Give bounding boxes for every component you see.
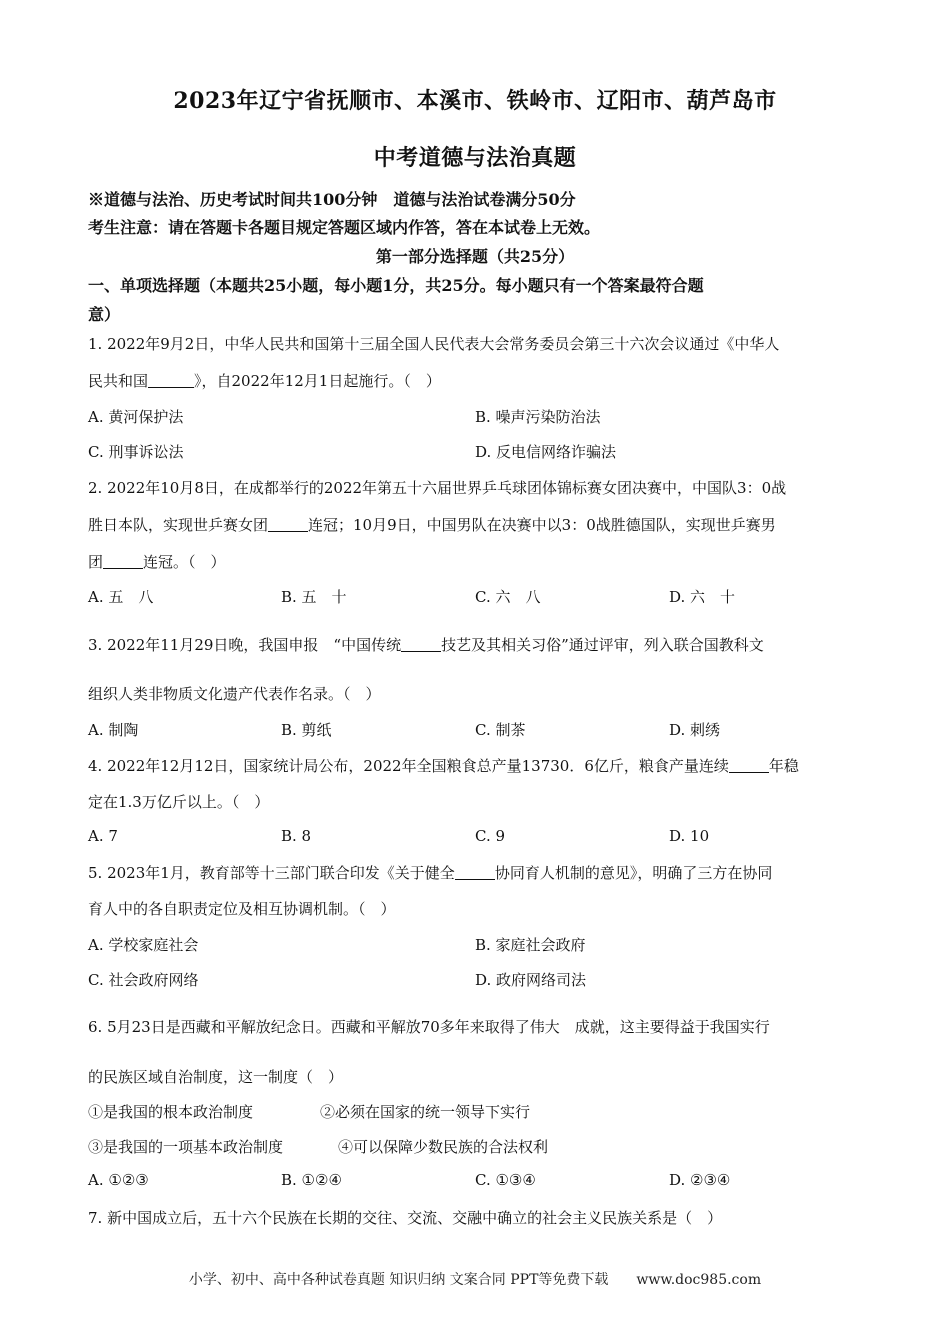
q6-option-c: C. ①③④ [475, 1171, 536, 1189]
q1-option-a: A. 黄河保护法 [88, 408, 184, 426]
question-4-text-cont: 定在1.3万亿斤以上。（ ） [88, 793, 270, 811]
q2-option-b: B. 五 十 [281, 588, 347, 606]
question-2-text: 2. 2022年10月8日，在成都举行的2022年第五十六届世界乒乓球团体锦标赛女团决赛中，中国队3：0战 [88, 479, 787, 497]
q2-option-d: D. 六 十 [669, 588, 736, 606]
q2-option-c: C. 六 八 [475, 588, 541, 606]
section1-heading-cont: 意） [88, 305, 121, 324]
question-1-text-cont: 民共和国 》，自2022年12月1日起施行。（ ） [88, 372, 441, 390]
page-title: 2023年辽宁省抚顺市、本溪市、铁岭市、辽阳市、葫芦岛市 [173, 88, 777, 114]
question-6-text-cont: 的民族区域自治制度，这一制度（ ） [88, 1068, 344, 1086]
question-2-text-cont: 胜日本队，实现世乒赛女团 连冠；10月9日，中国男队在决赛中以3：0战胜德国队，实现世乒赛男 [88, 516, 776, 534]
q6-statement-4: ④可以保障少数民族的合法权利 [338, 1138, 549, 1156]
page-footer: 小学、初中、高中各种试卷真题 知识归纳 文案合同 PPT等免费下载 www.doc985.com [188, 1272, 762, 1288]
q6-statement-1: ①是我国的根本政治制度 [88, 1103, 254, 1121]
question-4-text: 4. 2022年12月12日，国家统计局公布，2022年全国粮食总产量13730．6亿斤，粮食产量连续 年稳 [88, 757, 799, 775]
q5-option-c: C. 社会政府网络 [88, 971, 199, 989]
q5-option-b: B. 家庭社会政府 [475, 936, 586, 954]
section1-heading: 一、单项选择题（本题共25小题，每小题1分，共25分。每小题只有一个答案最符合题 [88, 276, 704, 295]
question-5-text-cont: 育人中的各自职责定位及相互协调机制。（ ） [88, 900, 396, 918]
q3-option-a: A. 制陶 [88, 721, 139, 739]
answer-blank [148, 372, 194, 388]
q4-option-b: B. 8 [281, 827, 312, 845]
attention-note: 考生注意：请在答题卡各题目规定答题区域内作答，答在本试卷上无效。 [88, 218, 601, 237]
answer-blank [103, 553, 143, 569]
question-2-text-cont2: 团 连冠。（ ） [88, 553, 226, 571]
q2-option-a: A. 五 八 [88, 588, 154, 606]
question-7-text: 7. 新中国成立后，五十六个民族在长期的交往、交流、交融中确立的社会主义民族关系是（ ） [88, 1209, 723, 1227]
q6-option-a: A. ①②③ [88, 1171, 149, 1189]
q6-statement-2: ②必须在国家的统一领导下实行 [320, 1103, 531, 1121]
q3-option-b: B. 剪纸 [281, 721, 332, 739]
q6-option-d: D. ②③④ [669, 1171, 731, 1189]
q4-option-c: C. 9 [475, 827, 506, 845]
question-1-text: 1. 2022年9月2日，中华人民共和国第十三届全国人民代表大会常务委员会第三十六次会议通过《中华人 [88, 335, 780, 353]
q1-option-c: C. 刑事诉讼法 [88, 443, 184, 461]
q5-option-d: D. 政府网络司法 [475, 971, 587, 989]
q6-option-b: B. ①②④ [281, 1171, 342, 1189]
answer-blank [401, 636, 441, 652]
question-6-text: 6. 5月23日是西藏和平解放纪念日。西藏和平解放70多年来取得了伟大 成就，这主要得益于我国实行 [88, 1018, 770, 1036]
page-subtitle: 中考道德与法治真题 [373, 145, 577, 171]
answer-blank [729, 757, 769, 773]
answer-blank [268, 516, 308, 532]
question-3-text-cont: 组织人类非物质文化遗产代表作名录。（ ） [88, 685, 381, 703]
question-3-text: 3. 2022年11月29日晚，我国申报 “中国传统 技艺及其相关习俗”通过评审，列入联合国教科文 [88, 636, 764, 654]
answer-blank [455, 864, 495, 880]
part1-heading: 第一部分选择题（共25分） [375, 247, 575, 266]
q3-option-d: D. 刺绣 [669, 721, 721, 739]
exam-time-note: ※道德与法治、历史考试时间共100分钟 道德与法治试卷满分50分 [88, 190, 576, 209]
q6-statement-3: ③是我国的一项基本政治制度 [88, 1138, 284, 1156]
q3-option-c: C. 制茶 [475, 721, 526, 739]
question-5-text: 5. 2023年1月，教育部等十三部门联合印发《关于健全 协同育人机制的意见》，明确了三方在协同 [88, 864, 773, 882]
q4-option-a: A. 7 [88, 827, 118, 845]
q5-option-a: A. 学校家庭社会 [88, 936, 199, 954]
q1-option-b: B. 噪声污染防治法 [475, 408, 601, 426]
q4-option-d: D. 10 [669, 827, 710, 845]
q1-option-d: D. 反电信网络诈骗法 [475, 443, 617, 461]
